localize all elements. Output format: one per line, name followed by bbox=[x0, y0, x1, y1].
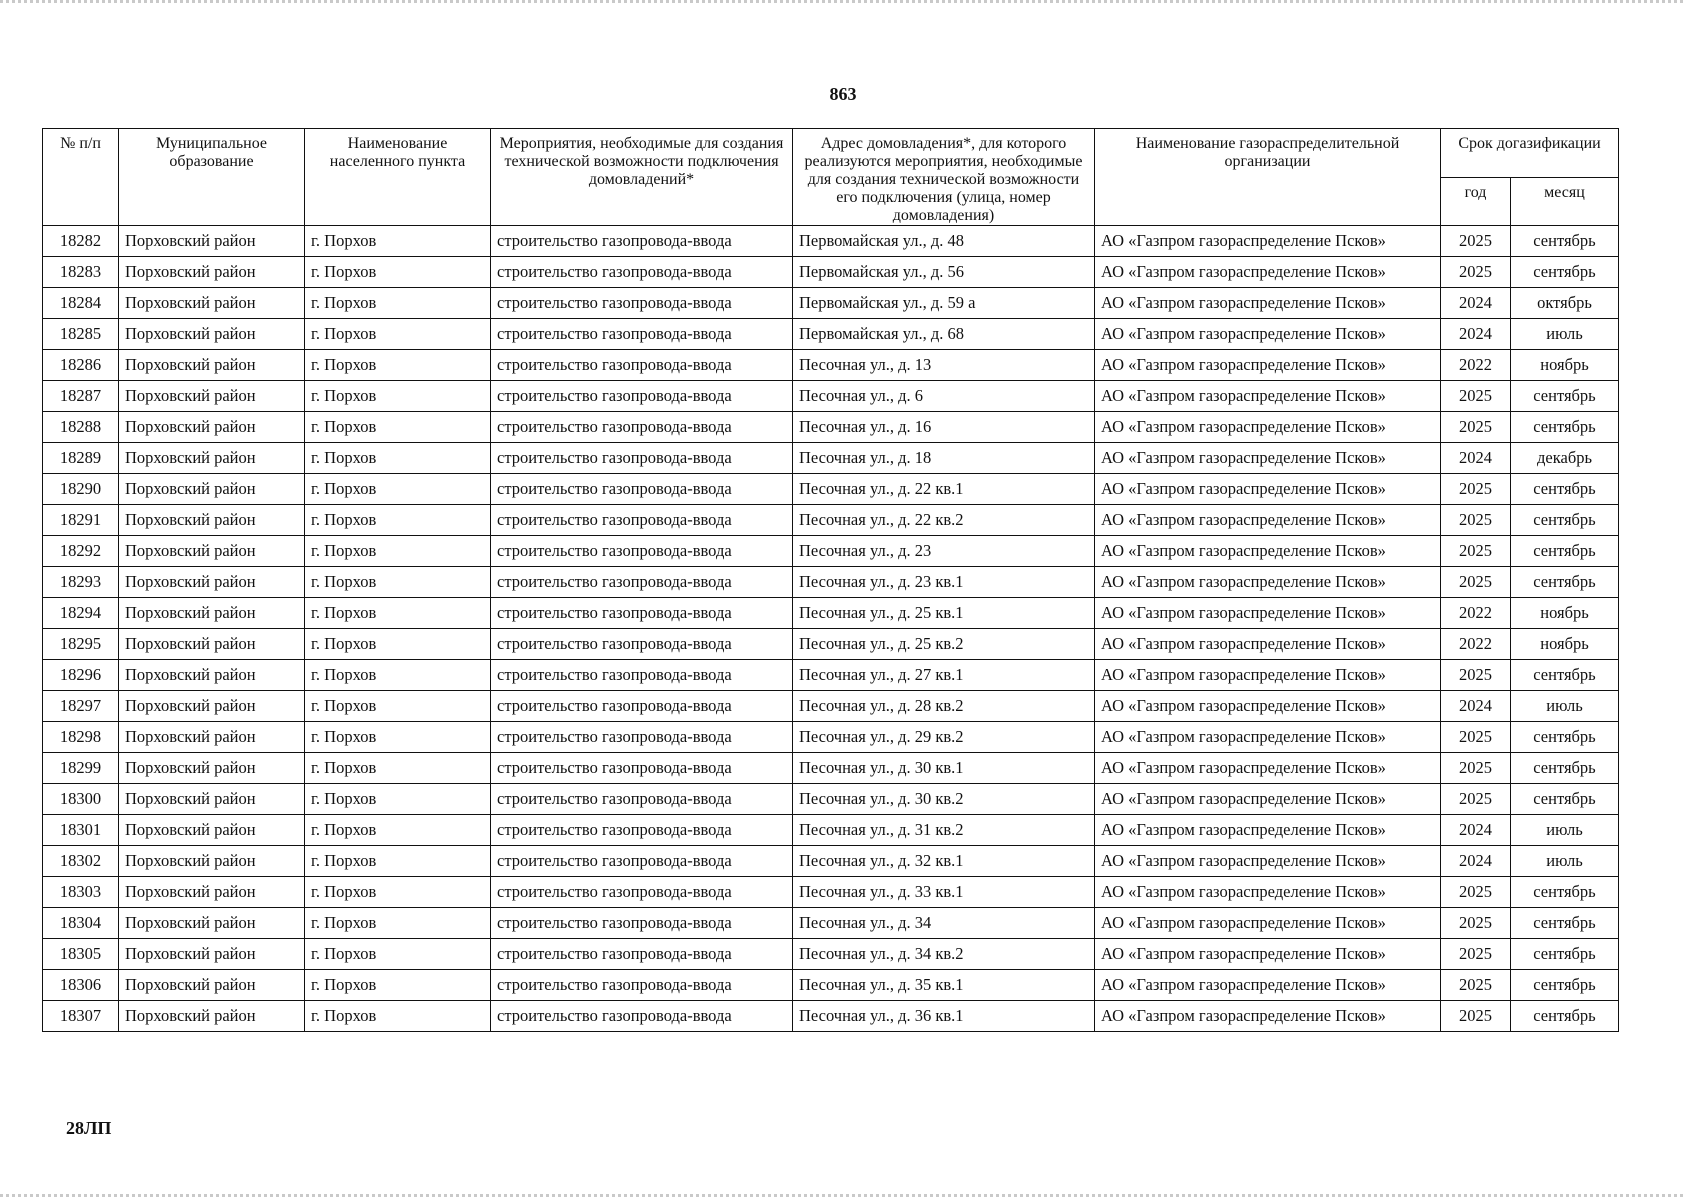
cell-municipality: Порховский район bbox=[119, 815, 305, 846]
cell-month: ноябрь bbox=[1511, 598, 1619, 629]
cell-month: ноябрь bbox=[1511, 350, 1619, 381]
cell-year: 2025 bbox=[1441, 474, 1511, 505]
cell-organization: АО «Газпром газораспределение Псков» bbox=[1095, 381, 1441, 412]
cell-organization: АО «Газпром газораспределение Псков» bbox=[1095, 505, 1441, 536]
cell-organization: АО «Газпром газораспределение Псков» bbox=[1095, 226, 1441, 257]
cell-num: 18303 bbox=[43, 877, 119, 908]
table-row bbox=[43, 970, 1619, 1001]
cell-num: 18304 bbox=[43, 908, 119, 939]
table-row bbox=[43, 908, 1619, 939]
cell-address: Песочная ул., д. 30 кв.2 bbox=[793, 784, 1095, 815]
table-row bbox=[43, 350, 1619, 381]
cell-address: Песочная ул., д. 18 bbox=[793, 443, 1095, 474]
footer-code: 28ЛП bbox=[66, 1118, 112, 1138]
table-row bbox=[43, 753, 1619, 784]
cell-measure: строительство газопровода-ввода bbox=[491, 722, 793, 753]
cell-municipality: Порховский район bbox=[119, 846, 305, 877]
cell-organization: АО «Газпром газораспределение Псков» bbox=[1095, 350, 1441, 381]
cell-year: 2025 bbox=[1441, 536, 1511, 567]
cell-settlement: г. Порхов bbox=[305, 412, 491, 443]
cell-address: Песочная ул., д. 27 кв.1 bbox=[793, 660, 1095, 691]
cell-municipality: Порховский район bbox=[119, 226, 305, 257]
cell-measure: строительство газопровода-ввода bbox=[491, 536, 793, 567]
cell-address: Первомайская ул., д. 68 bbox=[793, 319, 1095, 350]
cell-month: сентябрь bbox=[1511, 660, 1619, 691]
cell-municipality: Порховский район bbox=[119, 784, 305, 815]
cell-settlement: г. Порхов bbox=[305, 846, 491, 877]
table-body bbox=[43, 226, 1619, 1032]
cell-month: декабрь bbox=[1511, 443, 1619, 474]
table-header bbox=[43, 129, 1619, 226]
header-organization: Наименование газораспределительной организации bbox=[1095, 129, 1441, 226]
cell-organization: АО «Газпром газораспределение Псков» bbox=[1095, 660, 1441, 691]
cell-measure: строительство газопровода-ввода bbox=[491, 629, 793, 660]
cell-year: 2025 bbox=[1441, 784, 1511, 815]
cell-month: сентябрь bbox=[1511, 474, 1619, 505]
cell-address: Песочная ул., д. 32 кв.1 bbox=[793, 846, 1095, 877]
cell-municipality: Порховский район bbox=[119, 319, 305, 350]
cell-settlement: г. Порхов bbox=[305, 319, 491, 350]
cell-organization: АО «Газпром газораспределение Псков» bbox=[1095, 474, 1441, 505]
cell-settlement: г. Порхов bbox=[305, 908, 491, 939]
cell-address: Песочная ул., д. 34 bbox=[793, 908, 1095, 939]
table-row bbox=[43, 505, 1619, 536]
cell-organization: АО «Газпром газораспределение Псков» bbox=[1095, 443, 1441, 474]
cell-measure: строительство газопровода-ввода bbox=[491, 1001, 793, 1032]
cell-month: сентябрь bbox=[1511, 939, 1619, 970]
cell-year: 2025 bbox=[1441, 226, 1511, 257]
cell-municipality: Порховский район bbox=[119, 660, 305, 691]
cell-municipality: Порховский район bbox=[119, 691, 305, 722]
table-row bbox=[43, 815, 1619, 846]
table-row bbox=[43, 536, 1619, 567]
cell-measure: строительство газопровода-ввода bbox=[491, 474, 793, 505]
cell-organization: АО «Газпром газораспределение Псков» bbox=[1095, 970, 1441, 1001]
cell-num: 18299 bbox=[43, 753, 119, 784]
cell-month: сентябрь bbox=[1511, 970, 1619, 1001]
cell-measure: строительство газопровода-ввода bbox=[491, 784, 793, 815]
table-row bbox=[43, 660, 1619, 691]
cell-num: 18289 bbox=[43, 443, 119, 474]
cell-municipality: Порховский район bbox=[119, 443, 305, 474]
table-row bbox=[43, 288, 1619, 319]
cell-municipality: Порховский район bbox=[119, 412, 305, 443]
cell-measure: строительство газопровода-ввода bbox=[491, 350, 793, 381]
cell-organization: АО «Газпром газораспределение Псков» bbox=[1095, 536, 1441, 567]
cell-organization: АО «Газпром газораспределение Псков» bbox=[1095, 877, 1441, 908]
cell-year: 2025 bbox=[1441, 939, 1511, 970]
cell-month: июль bbox=[1511, 846, 1619, 877]
cell-num: 18284 bbox=[43, 288, 119, 319]
cell-num: 18286 bbox=[43, 350, 119, 381]
cell-num: 18282 bbox=[43, 226, 119, 257]
cell-measure: строительство газопровода-ввода bbox=[491, 443, 793, 474]
cell-month: сентябрь bbox=[1511, 1001, 1619, 1032]
cell-settlement: г. Порхов bbox=[305, 629, 491, 660]
cell-municipality: Порховский район bbox=[119, 877, 305, 908]
cell-measure: строительство газопровода-ввода bbox=[491, 815, 793, 846]
cell-num: 18292 bbox=[43, 536, 119, 567]
table-row bbox=[43, 474, 1619, 505]
cell-num: 18291 bbox=[43, 505, 119, 536]
cell-year: 2025 bbox=[1441, 722, 1511, 753]
cell-num: 18296 bbox=[43, 660, 119, 691]
cell-settlement: г. Порхов bbox=[305, 784, 491, 815]
cell-municipality: Порховский район bbox=[119, 908, 305, 939]
cell-settlement: г. Порхов bbox=[305, 877, 491, 908]
cell-organization: АО «Газпром газораспределение Псков» bbox=[1095, 784, 1441, 815]
scan-edge-bottom bbox=[0, 1194, 1686, 1197]
cell-num: 18301 bbox=[43, 815, 119, 846]
cell-num: 18290 bbox=[43, 474, 119, 505]
table-row bbox=[43, 629, 1619, 660]
cell-year: 2025 bbox=[1441, 908, 1511, 939]
cell-municipality: Порховский район bbox=[119, 536, 305, 567]
table-row bbox=[43, 257, 1619, 288]
cell-year: 2025 bbox=[1441, 505, 1511, 536]
cell-municipality: Порховский район bbox=[119, 474, 305, 505]
cell-organization: АО «Газпром газораспределение Псков» bbox=[1095, 629, 1441, 660]
cell-num: 18287 bbox=[43, 381, 119, 412]
table-row bbox=[43, 877, 1619, 908]
cell-num: 18295 bbox=[43, 629, 119, 660]
cell-month: сентябрь bbox=[1511, 722, 1619, 753]
cell-num: 18305 bbox=[43, 939, 119, 970]
cell-year: 2022 bbox=[1441, 629, 1511, 660]
cell-year: 2025 bbox=[1441, 753, 1511, 784]
cell-organization: АО «Газпром газораспределение Псков» bbox=[1095, 1001, 1441, 1032]
cell-address: Песочная ул., д. 35 кв.1 bbox=[793, 970, 1095, 1001]
cell-address: Первомайская ул., д. 59 а bbox=[793, 288, 1095, 319]
cell-settlement: г. Порхов bbox=[305, 567, 491, 598]
cell-year: 2024 bbox=[1441, 443, 1511, 474]
table-row bbox=[43, 722, 1619, 753]
cell-address: Песочная ул., д. 23 кв.1 bbox=[793, 567, 1095, 598]
cell-year: 2025 bbox=[1441, 567, 1511, 598]
table-row bbox=[43, 784, 1619, 815]
cell-month: сентябрь bbox=[1511, 877, 1619, 908]
cell-measure: строительство газопровода-ввода bbox=[491, 691, 793, 722]
cell-month: июль bbox=[1511, 815, 1619, 846]
cell-municipality: Порховский район bbox=[119, 722, 305, 753]
cell-measure: строительство газопровода-ввода bbox=[491, 877, 793, 908]
cell-organization: АО «Газпром газораспределение Псков» bbox=[1095, 319, 1441, 350]
cell-month: сентябрь bbox=[1511, 567, 1619, 598]
cell-organization: АО «Газпром газораспределение Псков» bbox=[1095, 412, 1441, 443]
cell-address: Песочная ул., д. 22 кв.2 bbox=[793, 505, 1095, 536]
cell-month: июль bbox=[1511, 319, 1619, 350]
cell-municipality: Порховский район bbox=[119, 1001, 305, 1032]
header-measures: Мероприятия, необходимые для создания технической возможности подключения домовладений* bbox=[491, 129, 793, 226]
cell-year: 2025 bbox=[1441, 1001, 1511, 1032]
cell-organization: АО «Газпром газораспределение Псков» bbox=[1095, 598, 1441, 629]
cell-num: 18306 bbox=[43, 970, 119, 1001]
cell-measure: строительство газопровода-ввода bbox=[491, 381, 793, 412]
cell-month: октябрь bbox=[1511, 288, 1619, 319]
cell-settlement: г. Порхов bbox=[305, 753, 491, 784]
cell-month: июль bbox=[1511, 691, 1619, 722]
cell-address: Первомайская ул., д. 48 bbox=[793, 226, 1095, 257]
cell-organization: АО «Газпром газораспределение Псков» bbox=[1095, 939, 1441, 970]
cell-settlement: г. Порхов bbox=[305, 505, 491, 536]
cell-year: 2024 bbox=[1441, 815, 1511, 846]
table-row bbox=[43, 319, 1619, 350]
cell-num: 18307 bbox=[43, 1001, 119, 1032]
cell-measure: строительство газопровода-ввода bbox=[491, 505, 793, 536]
cell-settlement: г. Порхов bbox=[305, 1001, 491, 1032]
cell-month: сентябрь bbox=[1511, 753, 1619, 784]
cell-settlement: г. Порхов bbox=[305, 970, 491, 1001]
header-settlement: Наименование населенного пункта bbox=[305, 129, 491, 226]
cell-organization: АО «Газпром газораспределение Псков» bbox=[1095, 691, 1441, 722]
cell-measure: строительство газопровода-ввода bbox=[491, 660, 793, 691]
header-month: месяц bbox=[1511, 177, 1619, 226]
cell-municipality: Порховский район bbox=[119, 288, 305, 319]
cell-num: 18285 bbox=[43, 319, 119, 350]
table-row bbox=[43, 939, 1619, 970]
cell-municipality: Порховский район bbox=[119, 629, 305, 660]
table-row bbox=[43, 567, 1619, 598]
header-address: Адрес домовладения*, для которого реализуются мероприятия, необходимые для создания технической возможности его подключения (улица, номер домовладения) bbox=[793, 129, 1095, 226]
cell-settlement: г. Порхов bbox=[305, 381, 491, 412]
cell-address: Песочная ул., д. 29 кв.2 bbox=[793, 722, 1095, 753]
cell-settlement: г. Порхов bbox=[305, 443, 491, 474]
cell-measure: строительство газопровода-ввода bbox=[491, 257, 793, 288]
cell-month: ноябрь bbox=[1511, 629, 1619, 660]
cell-settlement: г. Порхов bbox=[305, 815, 491, 846]
cell-year: 2025 bbox=[1441, 660, 1511, 691]
cell-address: Песочная ул., д. 25 кв.1 bbox=[793, 598, 1095, 629]
cell-num: 18298 bbox=[43, 722, 119, 753]
cell-month: сентябрь bbox=[1511, 784, 1619, 815]
cell-measure: строительство газопровода-ввода bbox=[491, 939, 793, 970]
cell-organization: АО «Газпром газораспределение Псков» bbox=[1095, 846, 1441, 877]
cell-settlement: г. Порхов bbox=[305, 288, 491, 319]
cell-settlement: г. Порхов bbox=[305, 722, 491, 753]
cell-address: Песочная ул., д. 16 bbox=[793, 412, 1095, 443]
cell-municipality: Порховский район bbox=[119, 753, 305, 784]
table-row bbox=[43, 412, 1619, 443]
scan-edge-top bbox=[0, 0, 1686, 3]
cell-municipality: Порховский район bbox=[119, 381, 305, 412]
table-row bbox=[43, 1001, 1619, 1032]
cell-address: Песочная ул., д. 30 кв.1 bbox=[793, 753, 1095, 784]
cell-measure: строительство газопровода-ввода bbox=[491, 226, 793, 257]
table-row bbox=[43, 381, 1619, 412]
cell-measure: строительство газопровода-ввода bbox=[491, 567, 793, 598]
cell-year: 2024 bbox=[1441, 691, 1511, 722]
cell-year: 2025 bbox=[1441, 412, 1511, 443]
cell-year: 2022 bbox=[1441, 350, 1511, 381]
cell-measure: строительство газопровода-ввода bbox=[491, 846, 793, 877]
cell-municipality: Порховский район bbox=[119, 505, 305, 536]
cell-municipality: Порховский район bbox=[119, 598, 305, 629]
cell-settlement: г. Порхов bbox=[305, 257, 491, 288]
cell-address: Первомайская ул., д. 56 bbox=[793, 257, 1095, 288]
cell-num: 18293 bbox=[43, 567, 119, 598]
cell-measure: строительство газопровода-ввода bbox=[491, 970, 793, 1001]
cell-organization: АО «Газпром газораспределение Псков» bbox=[1095, 288, 1441, 319]
cell-address: Песочная ул., д. 28 кв.2 bbox=[793, 691, 1095, 722]
cell-num: 18288 bbox=[43, 412, 119, 443]
cell-year: 2025 bbox=[1441, 381, 1511, 412]
table-row bbox=[43, 691, 1619, 722]
cell-measure: строительство газопровода-ввода bbox=[491, 319, 793, 350]
cell-year: 2022 bbox=[1441, 598, 1511, 629]
table-row bbox=[43, 846, 1619, 877]
cell-municipality: Порховский район bbox=[119, 257, 305, 288]
cell-measure: строительство газопровода-ввода bbox=[491, 598, 793, 629]
gasification-table bbox=[42, 128, 1619, 1032]
cell-settlement: г. Порхов bbox=[305, 474, 491, 505]
cell-address: Песочная ул., д. 36 кв.1 bbox=[793, 1001, 1095, 1032]
cell-year: 2024 bbox=[1441, 319, 1511, 350]
cell-settlement: г. Порхов bbox=[305, 226, 491, 257]
cell-month: сентябрь bbox=[1511, 536, 1619, 567]
cell-address: Песочная ул., д. 13 bbox=[793, 350, 1095, 381]
cell-settlement: г. Порхов bbox=[305, 350, 491, 381]
cell-organization: АО «Газпром газораспределение Псков» bbox=[1095, 257, 1441, 288]
cell-address: Песочная ул., д. 25 кв.2 bbox=[793, 629, 1095, 660]
cell-measure: строительство газопровода-ввода bbox=[491, 412, 793, 443]
cell-address: Песочная ул., д. 33 кв.1 bbox=[793, 877, 1095, 908]
cell-month: сентябрь bbox=[1511, 412, 1619, 443]
cell-organization: АО «Газпром газораспределение Псков» bbox=[1095, 908, 1441, 939]
cell-organization: АО «Газпром газораспределение Псков» bbox=[1095, 722, 1441, 753]
cell-num: 18294 bbox=[43, 598, 119, 629]
header-year: год bbox=[1441, 177, 1511, 226]
cell-organization: АО «Газпром газораспределение Псков» bbox=[1095, 815, 1441, 846]
cell-month: сентябрь bbox=[1511, 505, 1619, 536]
cell-organization: АО «Газпром газораспределение Псков» bbox=[1095, 753, 1441, 784]
cell-measure: строительство газопровода-ввода bbox=[491, 908, 793, 939]
cell-measure: строительство газопровода-ввода bbox=[491, 753, 793, 784]
cell-year: 2025 bbox=[1441, 257, 1511, 288]
cell-year: 2024 bbox=[1441, 288, 1511, 319]
cell-address: Песочная ул., д. 34 кв.2 bbox=[793, 939, 1095, 970]
cell-address: Песочная ул., д. 31 кв.2 bbox=[793, 815, 1095, 846]
cell-address: Песочная ул., д. 23 bbox=[793, 536, 1095, 567]
table-row bbox=[43, 226, 1619, 257]
cell-address: Песочная ул., д. 22 кв.1 bbox=[793, 474, 1095, 505]
cell-municipality: Порховский район bbox=[119, 970, 305, 1001]
cell-municipality: Порховский район bbox=[119, 567, 305, 598]
cell-num: 18300 bbox=[43, 784, 119, 815]
cell-month: сентябрь bbox=[1511, 226, 1619, 257]
cell-year: 2024 bbox=[1441, 846, 1511, 877]
page-number: 863 bbox=[829, 84, 857, 104]
header-deadline: Срок догазификации bbox=[1441, 129, 1619, 178]
header-municipality: Муниципальное образование bbox=[119, 129, 305, 226]
cell-num: 18297 bbox=[43, 691, 119, 722]
table-row bbox=[43, 443, 1619, 474]
cell-month: сентябрь bbox=[1511, 257, 1619, 288]
cell-municipality: Порховский район bbox=[119, 939, 305, 970]
cell-year: 2025 bbox=[1441, 877, 1511, 908]
cell-num: 18302 bbox=[43, 846, 119, 877]
table-row bbox=[43, 598, 1619, 629]
cell-municipality: Порховский район bbox=[119, 350, 305, 381]
cell-month: сентябрь bbox=[1511, 381, 1619, 412]
cell-settlement: г. Порхов bbox=[305, 660, 491, 691]
cell-year: 2025 bbox=[1441, 970, 1511, 1001]
cell-measure: строительство газопровода-ввода bbox=[491, 288, 793, 319]
cell-month: сентябрь bbox=[1511, 908, 1619, 939]
cell-num: 18283 bbox=[43, 257, 119, 288]
header-num: № п/п bbox=[43, 129, 119, 226]
cell-settlement: г. Порхов bbox=[305, 536, 491, 567]
cell-address: Песочная ул., д. 6 bbox=[793, 381, 1095, 412]
cell-settlement: г. Порхов bbox=[305, 691, 491, 722]
cell-organization: АО «Газпром газораспределение Псков» bbox=[1095, 567, 1441, 598]
cell-settlement: г. Порхов bbox=[305, 598, 491, 629]
cell-settlement: г. Порхов bbox=[305, 939, 491, 970]
